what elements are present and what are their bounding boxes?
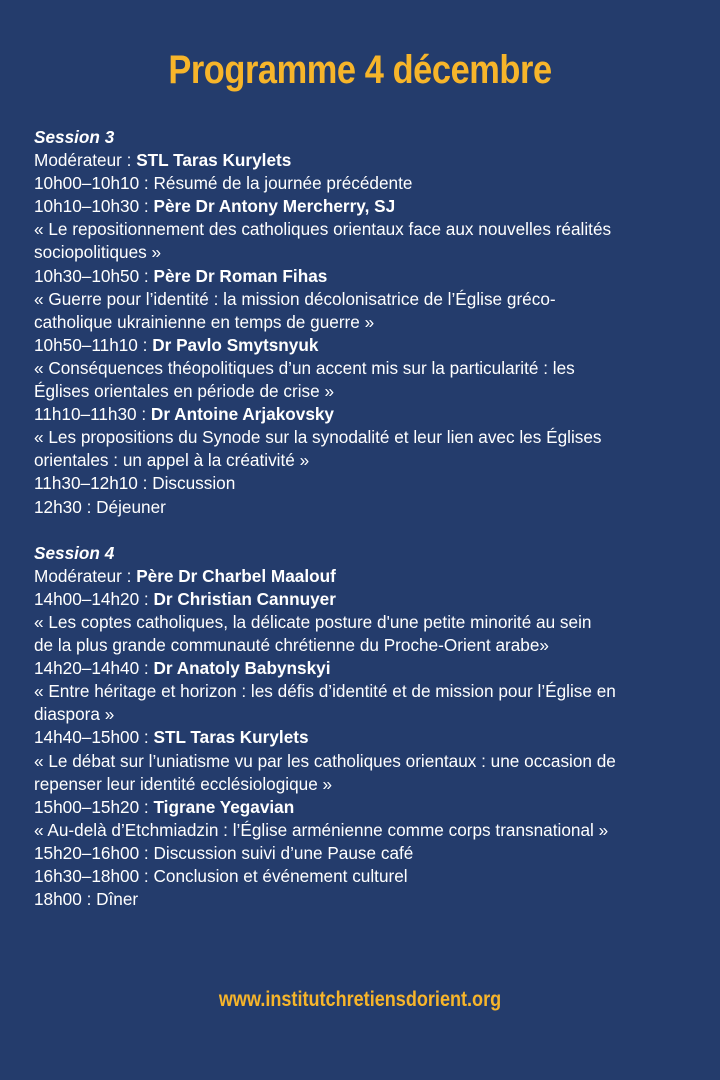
session-4-list xyxy=(34,588,694,911)
programme-line xyxy=(34,842,694,865)
speaker-name: Père Dr Roman Fihas xyxy=(153,265,328,286)
talk-text: repenser leur identité ecclésiologique » xyxy=(34,773,333,794)
session-4-moderator: Modérateur : Père Dr Charbel Maalouf xyxy=(34,565,336,586)
speaker-name: Dr Pavlo Smytsnyuk xyxy=(152,334,319,355)
talk-text: « Le repositionnement des catholiques orientaux face aux nouvelles réalités xyxy=(34,219,612,240)
speaker-name: Père Dr Antony Mercherry, SJ xyxy=(153,196,396,217)
speaker-name: STL Taras Kurylets xyxy=(153,727,309,748)
session-3-moderator: Modérateur : STL Taras Kurylets xyxy=(34,150,292,171)
programme-line xyxy=(34,334,694,357)
session-3-heading: Session 3 xyxy=(34,127,115,147)
programme-line xyxy=(34,611,694,634)
programme-line xyxy=(34,703,694,726)
talk-text: « Entre héritage et horizon : les défis d’identité et de mission pour l’Église en xyxy=(34,681,616,702)
programme-line xyxy=(34,311,694,334)
programme-line xyxy=(34,426,694,449)
website-link[interactable]: www.institutchretiensdorient.org xyxy=(218,988,502,1011)
talk-text: « Le débat sur l’uniatisme vu par les catholiques orientaux : une occasion de xyxy=(34,750,616,771)
programme-line xyxy=(34,726,694,749)
speaker-name: Dr Antoine Arjakovsky xyxy=(150,404,334,425)
programme-line xyxy=(34,288,694,311)
talk-text: diaspora » xyxy=(34,704,115,725)
time-slot: 14h20–14h40 : xyxy=(34,658,154,679)
talk-text: 11h30–12h10 : Discussion xyxy=(34,473,236,494)
talk-text: orientales : un appel à la créativité » xyxy=(34,450,310,471)
programme-line xyxy=(34,773,694,796)
programme-line xyxy=(34,657,694,680)
talk-text: « Les coptes catholiques, la délicate posture d'une petite minorité au sein xyxy=(34,611,592,632)
moderator-name: STL Taras Kurylets xyxy=(136,150,292,171)
time-slot: 10h00–10h10 : xyxy=(34,173,154,194)
speaker-name: Dr Christian Cannuyer xyxy=(153,588,336,609)
programme-line xyxy=(34,172,694,195)
programme-line xyxy=(34,380,694,403)
talk-text: Églises orientales en période de crise » xyxy=(34,381,335,402)
talk-text: « Conséquences théopolitiques d’un accent mis sur la particularité : les xyxy=(34,357,575,378)
programme-line xyxy=(34,865,694,888)
moderator-name: Père Dr Charbel Maalouf xyxy=(136,565,336,586)
time-slot: 10h50–11h10 : xyxy=(34,334,153,355)
time-slot: 10h30–10h50 : xyxy=(34,265,154,286)
time-slot: 14h40–15h00 : xyxy=(34,727,154,748)
programme-line xyxy=(34,634,694,657)
talk-text: sociopolitiques » xyxy=(34,242,162,263)
programme-line xyxy=(34,472,694,495)
programme-line xyxy=(34,796,694,819)
talk-text: 18h00 : Dîner xyxy=(34,889,139,910)
programme-line xyxy=(34,403,694,426)
programme-line xyxy=(34,265,694,288)
programme-line xyxy=(34,888,694,911)
session-4-heading: Session 4 xyxy=(34,542,115,563)
talk-text: 16h30–18h00 : Conclusion et événement culturel xyxy=(34,866,408,886)
talk-text: de la plus grande communauté chrétienne du Proche-Orient arabe» xyxy=(34,635,549,656)
talk-text: « Guerre pour l’identité : la mission décolonisatrice de l’Église gréco- xyxy=(34,288,556,309)
talk-text: 15h20–16h00 : Discussion suivi d’une Pause café xyxy=(34,842,414,863)
programme-content xyxy=(34,126,694,911)
programme-line xyxy=(34,750,694,773)
programme-line xyxy=(34,680,694,703)
talk-text: catholique ukrainienne en temps de guerre » xyxy=(34,311,375,332)
time-slot: 10h10–10h30 : xyxy=(34,196,154,217)
session-3-list xyxy=(34,172,694,518)
talk-text: 12h30 : Déjeuner xyxy=(34,496,166,517)
speaker-name: Dr Anatoly Babynskyi xyxy=(153,658,331,679)
programme-line xyxy=(34,357,694,380)
programme-line xyxy=(34,218,694,241)
programme-line xyxy=(34,449,694,472)
page-title: Programme 4 décembre xyxy=(168,48,552,92)
talk-text: Résumé de la journée précédente xyxy=(153,173,413,194)
programme-line xyxy=(34,496,694,519)
talk-text: « Les propositions du Synode sur la synodalité et leur lien avec les Églises xyxy=(34,427,602,448)
time-slot: 14h00–14h20 : xyxy=(34,588,154,609)
programme-line xyxy=(34,588,694,611)
programme-line xyxy=(34,819,694,842)
programme-line xyxy=(34,195,694,218)
time-slot: 15h00–15h20 : xyxy=(34,796,154,817)
time-slot: 11h10–11h30 : xyxy=(34,404,151,425)
talk-text: « Au-delà d’Etchmiadzin : l’Église arménienne comme corps transnational » xyxy=(34,819,609,840)
speaker-name: Tigrane Yegavian xyxy=(153,796,295,817)
programme-line xyxy=(34,241,694,264)
